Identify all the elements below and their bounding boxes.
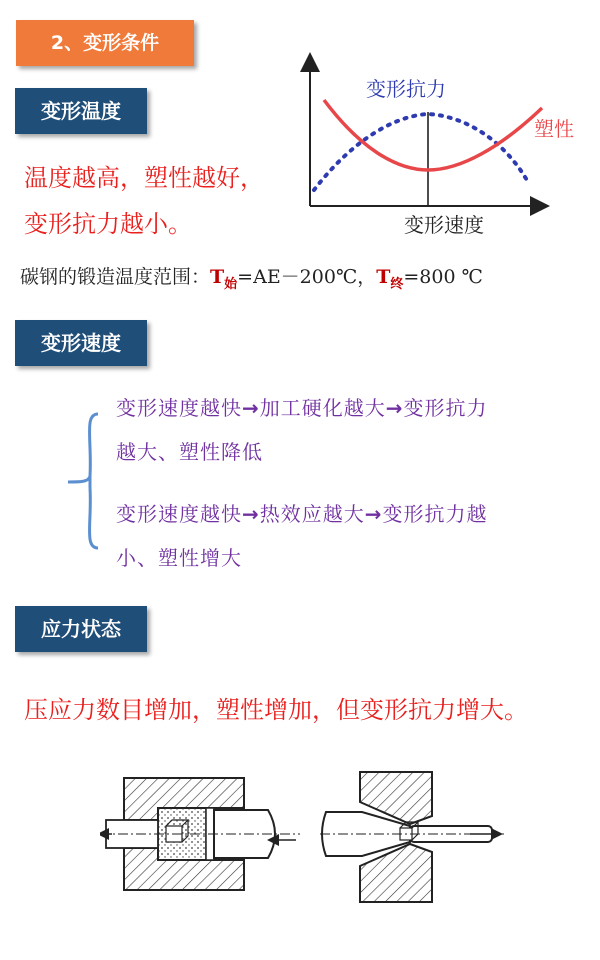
right-extrusion-diagram bbox=[320, 772, 504, 902]
x-axis-label: 变形速度 bbox=[404, 213, 484, 237]
t-end-value: =800 ℃ bbox=[403, 266, 483, 288]
stress-tag: 应力状态 bbox=[15, 606, 147, 652]
forging-prefix: 碳钢的锻造温度范围： bbox=[20, 266, 211, 288]
temperature-statement-line2: 变形抗力越小。 bbox=[24, 210, 192, 238]
t-end-letter: T bbox=[376, 266, 391, 288]
t-start-letter: T bbox=[210, 266, 225, 288]
speed-item1-line2: 越大、塑性降低 bbox=[116, 440, 263, 464]
speed-graph bbox=[300, 48, 590, 248]
t-start-sub: 始 bbox=[224, 276, 238, 292]
t-start-value: =AE－200℃， bbox=[237, 266, 377, 288]
temperature-statement-line1: 温度越高，塑性越好， bbox=[24, 164, 264, 192]
speed-item2-line2: 小、塑性增大 bbox=[116, 546, 242, 570]
section-title: 2、变形条件 bbox=[16, 20, 194, 66]
plasticity-label: 塑性 bbox=[534, 117, 574, 141]
plasticity-curve bbox=[324, 100, 542, 170]
arrow-right-icon: → bbox=[242, 502, 260, 526]
left-extrusion-diagram bbox=[100, 778, 300, 890]
curly-brace bbox=[62, 410, 102, 552]
extrusion-diagrams bbox=[100, 768, 520, 908]
speed-item1-line1: 变形速度越快→加工硬化越大→变形抗力 bbox=[116, 396, 488, 420]
arrow-right-icon: → bbox=[364, 502, 383, 526]
forging-temperature-range bbox=[20, 262, 483, 292]
arrow-right-icon: → bbox=[242, 396, 260, 420]
t-end-sub: 终 bbox=[390, 276, 404, 292]
stress-statement: 压应力数目增加，塑性增加，但变形抗力增大。 bbox=[24, 696, 528, 724]
speed-tag: 变形速度 bbox=[15, 320, 147, 366]
resistance-label: 变形抗力 bbox=[366, 77, 446, 101]
speed-item2-line1: 变形速度越快→热效应越大→变形抗力越 bbox=[116, 502, 488, 526]
temperature-tag: 变形温度 bbox=[15, 88, 147, 134]
arrow-right-icon: → bbox=[385, 396, 404, 420]
